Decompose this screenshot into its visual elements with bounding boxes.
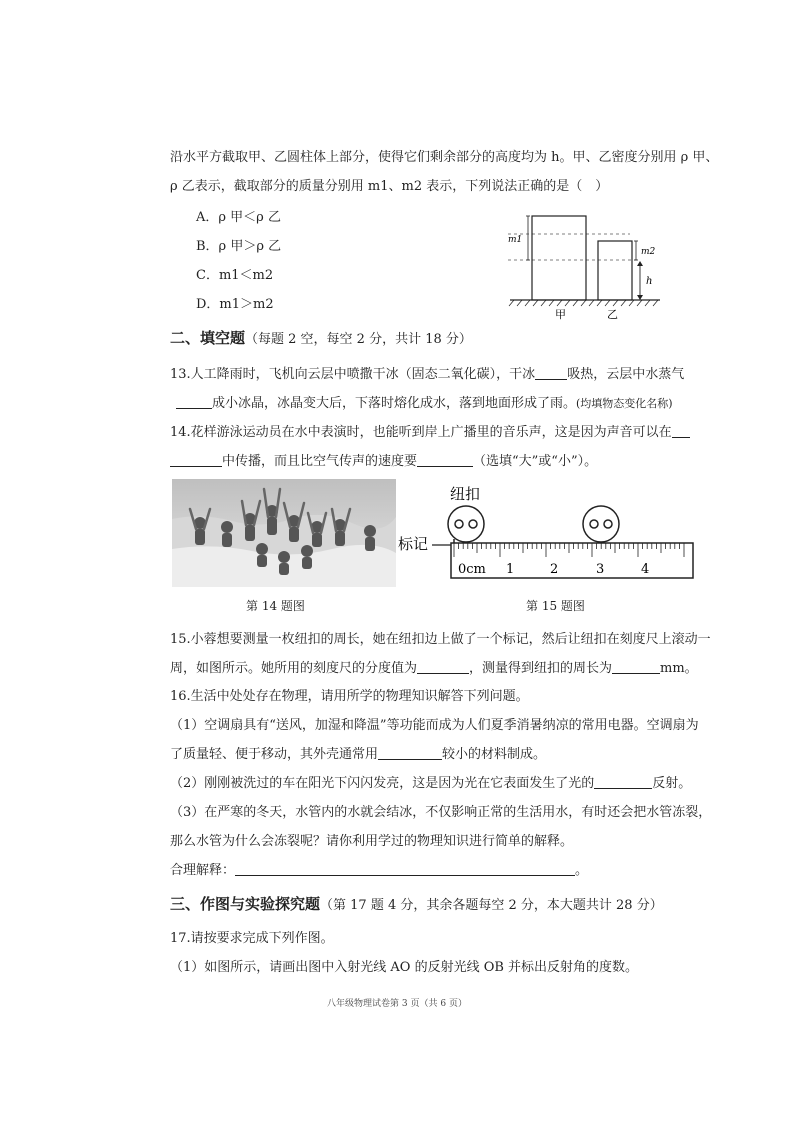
q16-answer-label: 合理解释： [170,863,236,878]
q16-blank1[interactable] [378,745,442,760]
button-right [583,506,619,542]
label-yi: 乙 [607,308,618,320]
section3-title: 三、作图与实验探究题 [170,895,321,913]
q16-p2-text-a: （2）刚刚被洗过的车在阳光下闪闪发亮，这是因为光在它表面发生了光的 [170,776,595,791]
tick-0cm: 0cm [458,562,486,577]
q16-p3-line2: 那么水管为什么会冻裂呢？请你利用学过的物理知识进行简单的解释。 [170,834,574,849]
q16-answer-end: 。 [575,863,589,878]
q15-blank1[interactable] [417,659,469,674]
q13-text-b: 吸热，云层中水蒸气 [567,367,685,382]
q15-text-c: mm。 [660,661,698,676]
label-button: 纽扣 [450,485,481,503]
tick-2: 2 [550,562,559,577]
q13-text-c: 成小冰晶，冰晶变大后，下落时熔化成水，落到地面形成了雨。 [212,396,577,411]
q13-line2 [176,394,673,414]
q12-option-d: D．m1＞m2 [196,297,274,312]
q13-blank1[interactable] [535,365,567,380]
q14-text-a: 14.花样游泳运动员在水中表演时，也能听到岸上广播里的音乐声，这是因为声音可以在 [170,425,672,440]
section2-note: （每题 2 空，每空 2 分，共计 18 分） [245,332,472,347]
section2-heading [170,328,472,350]
q16-p3-line1: （3）在严寒的冬天，水管内的水就会结冰，不仅影响正常的生活用水，有时还会把水管冻裂， [170,805,712,820]
label-mark: 标记 [398,535,429,553]
q16-p2-text-b: 反射。 [652,776,692,791]
q15-text-b: ，测量得到纽扣的周长为 [469,661,613,676]
label-m2: m2 [641,247,656,257]
q16-blank2[interactable] [594,774,652,789]
button-left [448,506,484,542]
q12-line2: ρ 乙表示，截取部分的质量分别用 m1、m2 表示，下列说法正确的是（ ） [170,179,609,194]
q13-text-a: 13.人工降雨时，飞机向云层中喷撒干冰（固态二氧化碳），干冰 [170,367,536,382]
q15-line1: 15.小蓉想要测量一枚纽扣的周长，她在纽扣边上做了一个标记，然后让纽扣在刻度尺上滚动一 [170,632,711,647]
page-footer: 八年级物理试卷第 3 页（共 6 页） [327,999,467,1009]
q15-blank2[interactable] [612,659,660,674]
q14-text-b: 中传播，而且比空气传声的速度要 [222,454,418,469]
q14-blank1[interactable] [170,452,222,467]
section2-title: 二、填空题 [170,329,246,347]
q12-line1: 沿水平方截取甲、乙圆柱体上部分，使得它们剩余部分的高度均为 h。甲、乙密度分别用 ρ 甲、 [170,150,719,165]
synchronized-swimmers-photo [172,479,396,587]
q16-p1-line1: （1）空调扇具有“送风，加湿和降温”等功能而成为人们夏季消暑纳凉的常用电器。空调扇为 [170,718,699,733]
section3-note: （第 17 题 4 分，其余各题每空 2 分，本大题共计 28 分） [320,898,663,913]
ruler-button-figure [396,479,698,583]
q13-note: (均填物态变化名称) [576,397,673,410]
q15-text-a: 周，如图所示。她所用的刻度尺的分度值为 [170,661,418,676]
q16-intro: 16.生活中处处存在物理，请用所学的物理知识解答下列问题。 [170,689,529,704]
q15-line2 [170,659,698,679]
label-h: h [646,276,653,287]
q17-p1: （1）如图所示，请画出图中入射光线 AO 的反射光线 OB 并标出反射角的度数。 [170,960,639,975]
q13-line1 [170,365,684,385]
tick-1: 1 [506,562,515,577]
section3-heading [170,894,663,916]
q12-option-c: C．m1＜m2 [196,268,274,283]
tick-3: 3 [596,562,605,577]
q16-answer-line [170,861,588,881]
q13-blank2[interactable] [176,394,212,409]
q14-blank2[interactable] [417,452,473,467]
q14-text-c: （选填“大”或“小”）。 [473,454,598,469]
tick-4: 4 [641,562,650,577]
q16-p1-text-b: 较小的材料制成。 [442,747,547,762]
q12-option-a: A．ρ 甲＜ρ 乙 [196,210,281,225]
q16-p1-line2 [170,745,546,765]
fig14-caption: 第 14 题图 [246,599,305,613]
q16-p2 [170,774,691,794]
q14-line1 [170,423,690,443]
cylinders-figure [500,208,670,320]
q14-line2 [170,452,597,472]
label-jia: 甲 [555,308,566,320]
q12-option-b: B．ρ 甲＞ρ 乙 [196,239,282,254]
q16-p1-text-a: 了质量轻、便于移动，其外壳通常用 [170,747,379,762]
q16-answer-blank[interactable] [235,861,575,876]
fig15-caption: 第 15 题图 [526,599,585,613]
q14-blank1-start[interactable] [672,423,690,438]
q17-intro: 17.请按要求完成下列作图。 [170,931,334,946]
label-m1: m1 [508,235,523,245]
